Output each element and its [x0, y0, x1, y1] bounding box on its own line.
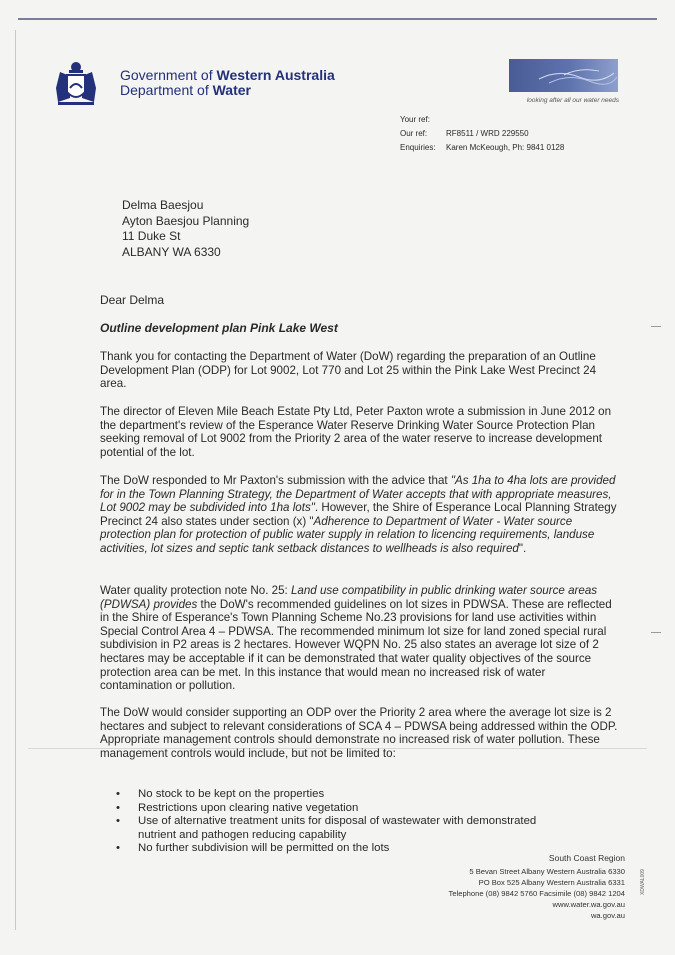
margin-mark [651, 632, 661, 633]
list-item: • No further subdivision will be permitted on the lots [116, 842, 390, 855]
list-item: • Use of alternative treatment units for disposal of wastewater with demonstrated nutrient and pathogen reducing capability [116, 815, 537, 841]
footer-link[interactable]: www.water.wa.gov.au [552, 900, 625, 909]
list-item: • Restrictions upon clearing native vegetation [116, 801, 359, 814]
address-line: Delma Baesjou [122, 198, 204, 212]
paragraph-2: The director of Eleven Mile Beach Estate Pty Ltd, Peter Paxton wrote a submission in June 2012 on the department's review of the Esperance Water Reserve Drinking Water Source Protection Plan seeking removal of Lot 9002 from the Priority 2 area of the water reserve to increase development potential of the lot. [100, 405, 612, 459]
paragraph-1: Thank you for contacting the Department of Water (DoW) regarding the preparation of an Outline Development Plan (ODP) for Lot 9002, Lot 770 and Lot 25 within the Pink Lake West Precinct 24 area. [100, 350, 597, 391]
address-line: ALBANY WA 6330 [122, 244, 221, 259]
top-border [18, 18, 657, 20]
subject-line: Outline development plan Pink Lake West [100, 321, 338, 335]
tagline: looking after all our water needs [526, 97, 619, 104]
address-line: 11 Duke St [122, 229, 181, 243]
bullet-icon: • [116, 815, 120, 828]
bullet-icon: • [116, 801, 120, 814]
footer-line: 5 Bevan Street Albany Western Australia 6330 [469, 867, 625, 876]
address-line: Ayton Baesjou Planning [122, 213, 250, 228]
wave-icon [509, 59, 618, 92]
reference-block [400, 113, 564, 155]
ref-your: Your ref: [400, 115, 430, 124]
left-border [15, 30, 16, 930]
wa-coat-of-arms-icon [52, 58, 100, 108]
bullet-list [116, 788, 576, 856]
government-line: Government of Western Australia [120, 67, 335, 83]
paragraph-3: The DoW responded to Mr Paxton's submission with the advice that "As 1ha to 4ha lots are provided for in the Town Planning Strategy, the Department of Water accepts that with appropriate measures, Lot 9002 may be subdivided into 1ha lots". However, the Shire of Esperance Local Planning Strategy Precinct 24 also states under section (x) "Adherence to Department of Water - Water source protection plan for protection of public water supply in relation to licencing requirements, landuse activities, lot sizes and septic tank setback distances to wellheads is also required". [100, 474, 617, 555]
department-line: Department of Water [120, 82, 251, 98]
paragraph-4: Water quality protection note No. 25: Land use compatibility in public drinking water source areas (PDWSA) provides the DoW's recommended guidelines on lot sizes in PDWSA. These are reflected in the Shire of Esperance's Town Planning Scheme No.23 provisions for land use activities within Special Control Area 4 – PDWSA. The recommended minimum lot size for land zoned special rural subdivision in P2 areas is 2 hectares. However WQPN No. 25 also states an average lot size of 2 hectares may be acceptable if it can be demonstrated that water quality objectives of the source protection area can be met. In this instance that would mean no increased risk of water contamination or pollution. [100, 584, 612, 693]
salutation: Dear Delma [100, 293, 165, 307]
footer-link[interactable]: wa.gov.au [590, 911, 625, 920]
bullet-icon: • [116, 788, 120, 800]
government-name [120, 68, 335, 98]
paragraph-5: The DoW would consider supporting an ODP over the Priority 2 area where the average lot size is 2 hectares and subject to relevant considerations of SCA 4 – PDWSA being addressed within the ODP. Appropriate management controls should demonstrate no increased risk of water pollution. These management controls would include, but not be limited to: [100, 706, 618, 760]
margin-mark [651, 326, 661, 327]
list-item: • No stock to be kept on the properties [116, 788, 325, 800]
footer-line: Telephone (08) 9842 5760 Facsimile (08) 9842 1204 [448, 889, 625, 898]
ref-our: Our ref: RF8511 / WRD 229550 [400, 129, 529, 138]
footer-line: PO Box 525 Albany Western Australia 6331 [478, 878, 625, 887]
ref-enquiries: Enquiries: Karen McKeough, Ph: 9841 0128 [400, 143, 565, 152]
footer-region: South Coast Region [548, 853, 625, 863]
form-code: XDWAL009 [640, 869, 646, 895]
footer-address [449, 853, 625, 921]
water-banner-image [509, 59, 618, 92]
recipient-address [122, 198, 249, 260]
bullet-icon: • [116, 842, 120, 855]
